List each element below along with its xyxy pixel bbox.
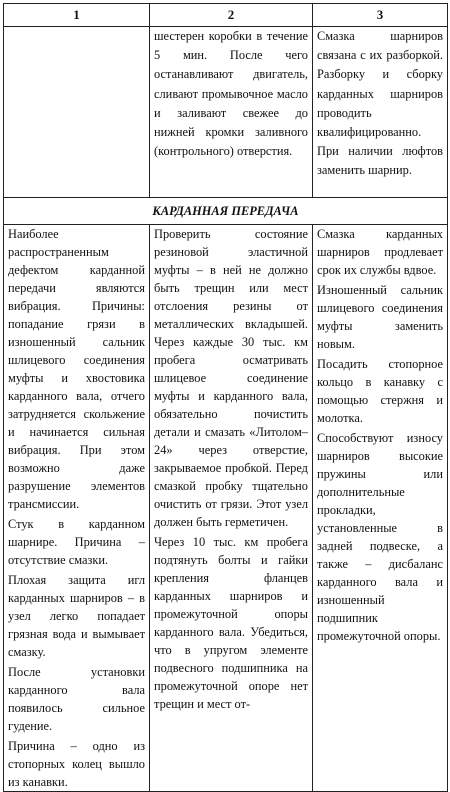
table-row-cardan bbox=[4, 225, 448, 792]
cell-defects bbox=[4, 225, 150, 792]
section-row bbox=[4, 198, 448, 225]
paragraph: шестерен коробки в течение 5 мин. После чего останавливают двигатель, сливают промывочное масло и заливают свежее до нижней кромки заливного (контрольного) отверстия. bbox=[154, 29, 308, 159]
paragraph: Способствуют износу шарниров высокие пружины или дополнительные прокладки, установленные в задней подвеске, а также – дисбаланс карданного вала и изношенный подшипник промежуточной опоры. bbox=[317, 431, 443, 643]
paragraph: Через 10 тыс. км пробега подтянуть болты и гайки крепления фланцев карданных шарниров и промежуточной опоры карданного вала. Убедиться, что в упругом элементе подвесного подшипника на промежуточной опоре нет трещин и мест от- bbox=[154, 535, 308, 711]
cell-procedures bbox=[150, 225, 313, 792]
column-header-1: 1 bbox=[4, 4, 150, 27]
column-header-3: 3 bbox=[313, 4, 448, 27]
paragraph: Посадить стопорное кольцо в канавку с помощью стержня и молотка. bbox=[317, 357, 443, 425]
paragraph: Смазка шарниров связана с их разборкой. Разборку и сборку карданных шарниров проводить квалифицированно. При наличии люфтов заменить шарнир. bbox=[317, 29, 443, 178]
paragraph: Причина – одно из стопорных колец вышло из канавки. bbox=[8, 739, 145, 789]
cell-procedure-continued bbox=[150, 27, 313, 198]
paragraph: Смазка карданных шарниров продлевает срок их службы вдвое. bbox=[317, 227, 443, 277]
paragraph: После установки карданного вала появилось сильное гудение. bbox=[8, 665, 145, 733]
cell-notes bbox=[313, 225, 448, 792]
paragraph: Наиболее распространенным дефектом карданной передачи являются вибрация. Причины: попадание грязи в изношенный сальник шлицевого соединения муфты и хвостовика карданного вала, отчего затрудняется скольжение и начинается сильная вибрация. При этом возможно даже разрушение элементов трансмиссии. bbox=[8, 227, 145, 511]
document-page bbox=[3, 3, 447, 789]
paragraph: Стук в карданном шарнире. Причина – отсутствие смазки. bbox=[8, 517, 145, 567]
table-header-row bbox=[4, 4, 448, 27]
paragraph: Плохая защита игл карданных шарниров – в узел легко попадает грязная вода и вымывает смазку. bbox=[8, 573, 145, 659]
paragraph: Изношенный сальник шлицевого соединения муфты заменить новым. bbox=[317, 283, 443, 351]
section-title: КАРДАННАЯ ПЕРЕДАЧА bbox=[4, 198, 448, 225]
cell-defect-continued bbox=[4, 27, 150, 198]
column-header-2: 2 bbox=[150, 4, 313, 27]
cell-notes-continued bbox=[313, 27, 448, 198]
paragraph: Проверить состояние резиновой эластичной муфты – в ней не должно быть трещин или мест отслоения резины от металлических вкладышей. Через каждые 30 тыс. км пробега осматривать шлицевое соединение муфты и карданного вала, обязательно почистить детали и смазать «Литолом–24» через отверстие, закрываемое пробкой. Перед смазкой пробку тщательно очистить от грязи. Этот узел должен быть герметичен. bbox=[154, 227, 308, 529]
maintenance-table bbox=[3, 3, 448, 792]
table-row-continuation bbox=[4, 27, 448, 198]
